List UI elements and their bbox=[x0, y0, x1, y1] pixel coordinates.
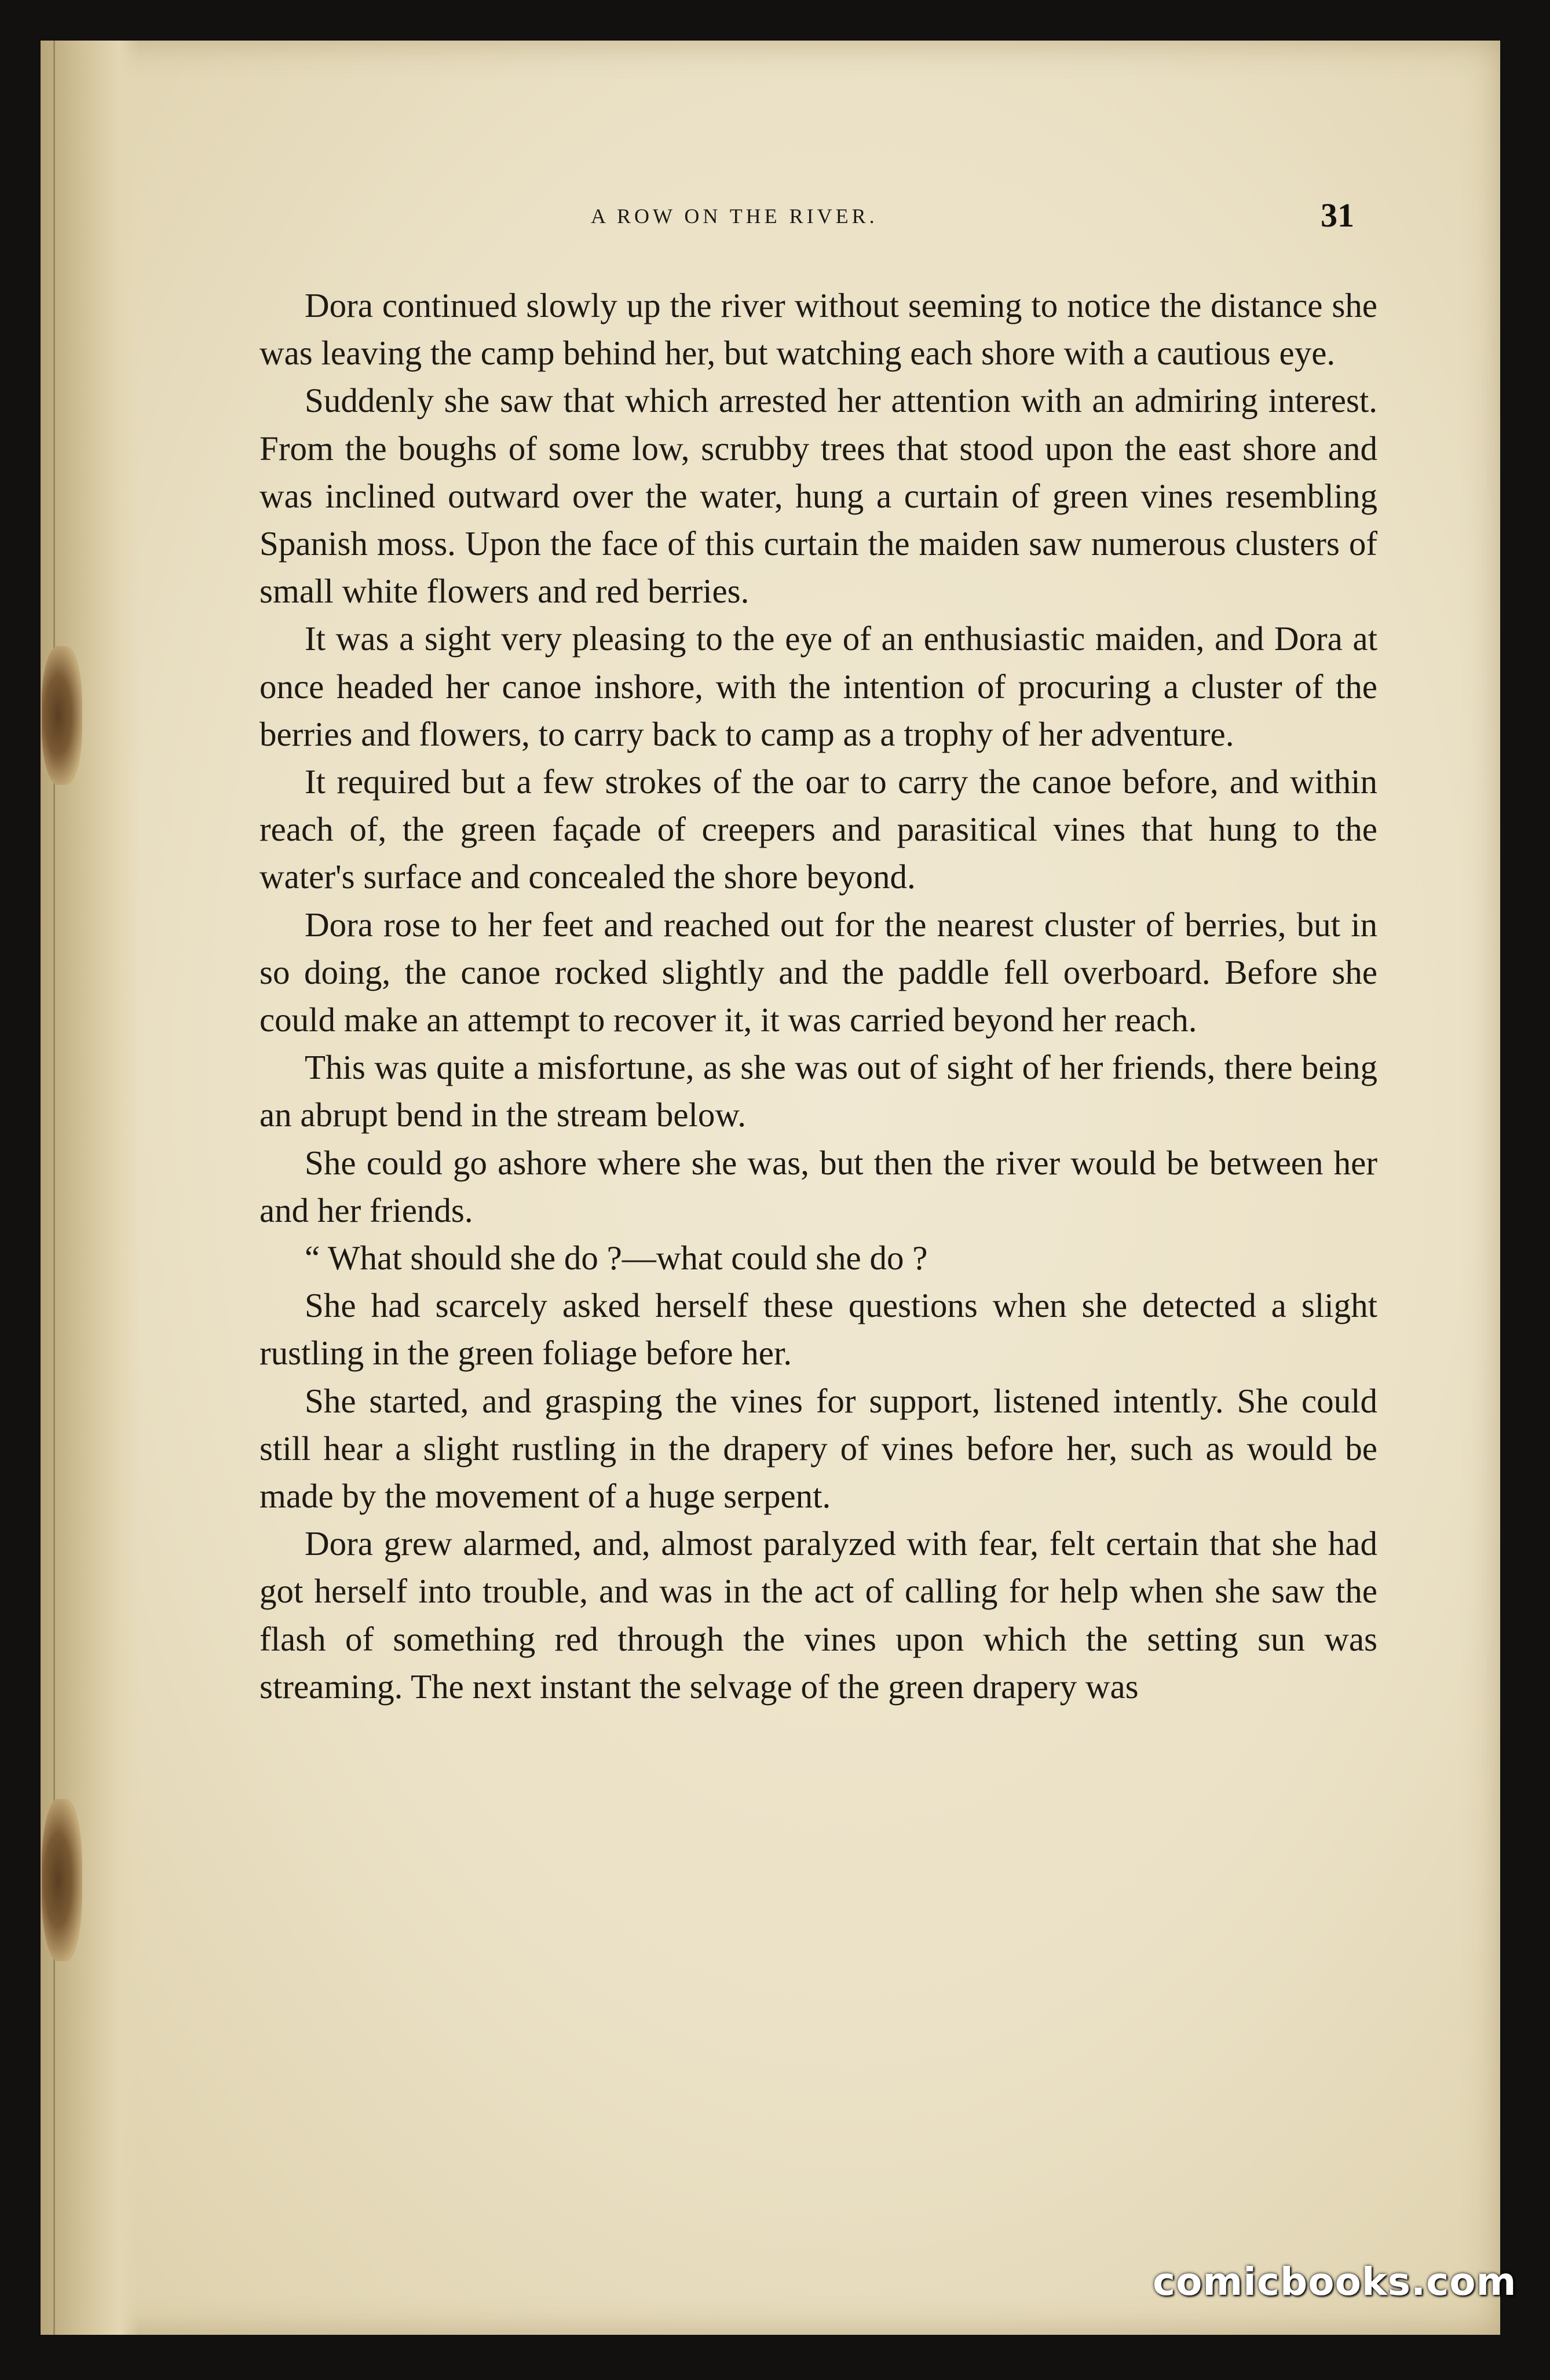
book-page bbox=[41, 41, 1500, 2335]
paragraph: She had scarcely asked herself these questions when she detected a slight rustling in the green foliage before her. bbox=[259, 1286, 1377, 1372]
paragraph: Dora grew alarmed, and, almost paralyzed with fear, felt certain that she had got herself into trouble, and was in the act of calling for help when she saw the flash of something red through the vines upon which the setting sun was streaming. The next instant the selvage of the green drapery was bbox=[259, 1524, 1377, 1706]
gutter-fold-line bbox=[53, 41, 55, 2335]
paragraph: She started, and grasping the vines for support, listened intently. She could still hear a slight rustling in the drapery of vines before her, such as would be made by the movement of a huge serpent. bbox=[259, 1381, 1377, 1516]
running-head: A ROW ON THE RIVER. bbox=[591, 205, 878, 228]
paragraph: She could go ashore where she was, but then the river would be between her and her friends. bbox=[259, 1143, 1377, 1229]
paragraph: This was quite a misfortune, as she was out of sight of her friends, there being an abrupt bend in the stream below. bbox=[259, 1048, 1377, 1134]
paragraph: Suddenly she saw that which arrested her attention with an admiring interest. From the boughs of some low, scrubby trees that stood upon the east shore and was inclined outward over the water, hung a curtain of green vines resembling Spanish moss. Upon the face of this curtain the maiden saw numerous clusters of small white flowers and red berries. bbox=[259, 381, 1377, 611]
binding-hole-upper bbox=[42, 646, 82, 785]
paragraph: It required but a few strokes of the oar to carry the canoe before, and within reach of, the green façade of creepers and parasitical vines that hung to the water's surface and concealed the shore beyond. bbox=[259, 762, 1377, 896]
watermark: comicbooks.com bbox=[1153, 2259, 1517, 2304]
paragraph: Dora continued slowly up the river without seeming to notice the distance she was leaving the camp behind her, but watching each shore with a cautious eye. bbox=[259, 286, 1377, 373]
page-gutter bbox=[41, 41, 139, 2335]
page-number: 31 bbox=[1321, 196, 1354, 234]
body-text bbox=[259, 282, 1377, 1710]
paragraph: Dora rose to her feet and reached out for the nearest cluster of berries, but in so doing, the canoe rocked slightly and the paddle fell overboard. Before she could make an attempt to recover it, it was carried beyond her reach. bbox=[259, 905, 1377, 1039]
paragraph: “ What should she do ?—what could she do ? bbox=[305, 1239, 928, 1277]
binding-hole-lower bbox=[42, 1799, 82, 1961]
paragraph: It was a sight very pleasing to the eye of an enthusiastic maiden, and Dora at once headed her canoe inshore, with the intention of procuring a cluster of the berries and flowers, to carry back to camp as a trophy of her adventure. bbox=[259, 619, 1377, 753]
